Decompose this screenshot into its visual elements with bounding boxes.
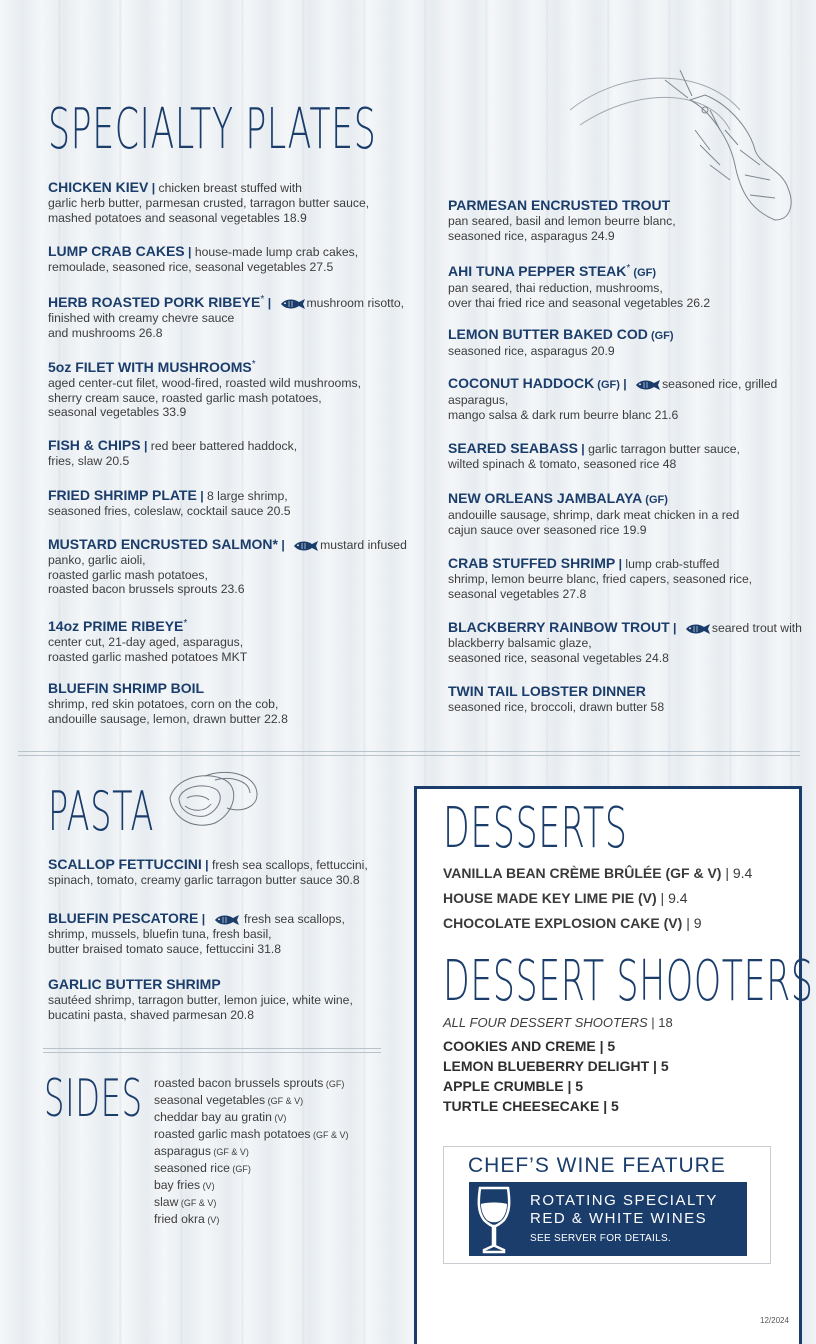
menu-item-sep: | xyxy=(577,442,589,456)
menu-item-description: pan seared, thai reduction, mushrooms, over thai fried rice and seasonal vegetables 26.2 xyxy=(448,280,711,310)
menu-item-sep: | xyxy=(619,377,631,391)
fish-icon xyxy=(292,540,320,552)
menu-item xyxy=(48,977,408,1022)
menu-item-description: garlic tarragon butter sauce, wilted spinach & tomato, seasoned rice 48 xyxy=(448,442,740,471)
menu-item-description: lump crab-stuffed shrimp, lemon beurre blanc, fried capers, seasoned rice, seasonal vegetables 27.8 xyxy=(448,557,753,601)
side-item xyxy=(154,1126,349,1143)
menu-item-star: * xyxy=(626,263,631,274)
menu-item-sep: | xyxy=(669,621,680,635)
menu-item xyxy=(48,293,418,340)
menu-item-name: LEMON BUTTER BAKED COD xyxy=(448,326,648,342)
menu-item-description: fresh sea scallops, fettuccini, spinach, tomato, creamy garlic tarragon butter sauce 30.8 xyxy=(48,858,368,887)
menu-item-name: COCONUT HADDOCK xyxy=(448,375,595,391)
menu-item-name: SCALLOP FETTUCCINI xyxy=(48,856,202,872)
menu-item-name: 14oz PRIME RIBEYE xyxy=(48,618,184,635)
side-item-name: asparagus xyxy=(154,1144,211,1158)
side-item-name: cheddar bay au gratin xyxy=(154,1110,272,1124)
dessert-item-name: CHOCOLATE EXPLOSION CAKE (V) xyxy=(443,915,683,931)
oyster-illustration xyxy=(165,768,261,838)
menu-item-name: CRAB STUFFED SHRIMP xyxy=(448,555,616,571)
side-item-tag: (GF) xyxy=(323,1079,345,1089)
menu-item-sep: | xyxy=(196,489,208,503)
side-item-tag: (V) xyxy=(204,1215,220,1225)
menu-item-description: seasoned rice, broccoli, drawn butter 58 xyxy=(448,699,665,714)
section-divider xyxy=(18,751,800,756)
side-item-tag: (GF & V) xyxy=(265,1096,304,1106)
dessert-shooters-title: DESSERT SHOOTERS xyxy=(443,949,814,1014)
menu-item-name: BLUEFIN SHRIMP BOIL xyxy=(48,680,205,696)
dessert-item-name: VANILLA BEAN CRÈME BRÛLÉE (GF & V) xyxy=(443,865,722,881)
menu-item-description: center cut, 21-day aged, asparagus, roasted garlic mashed potatoes MKT xyxy=(48,634,248,664)
menu-item-sep: | xyxy=(615,557,626,571)
side-item-name: slaw xyxy=(154,1195,179,1209)
menu-item xyxy=(48,681,418,726)
menu-item-name: BLACKBERRY RAINBOW TROUT xyxy=(448,619,670,635)
shooter-item: TURTLE CHEESECAKE | 5 xyxy=(443,1098,619,1114)
dessert-item-name: HOUSE MADE KEY LIME PIE (V) xyxy=(443,890,657,906)
menu-item-sep: | xyxy=(201,858,212,872)
side-item-tag: (GF & V) xyxy=(178,1198,217,1208)
menu-item-name: 5oz FILET WITH MUSHROOMS xyxy=(48,359,252,376)
menu-item-description: 8 large shrimp, seasoned fries, coleslaw, cocktail sauce 20.5 xyxy=(48,489,291,518)
wine-glass-icon xyxy=(474,1186,514,1254)
sides-title: SIDES xyxy=(44,1069,143,1129)
menu-item xyxy=(448,684,808,715)
menu-item-name: PARMESAN ENCRUSTED TROUT xyxy=(448,197,671,213)
wine-feature-line1: ROTATING SPECIALTY xyxy=(530,1192,718,1209)
menu-item-description: fresh sea scallops, shrimp, mussels, bluefin tuna, fresh basil, butter braised tomato sauce, fettuccini 31.8 xyxy=(48,912,345,956)
desserts-title: DESSERTS xyxy=(443,796,628,861)
menu-item-description: sautéed shrimp, tarragon butter, lemon juice, white wine, bucatini pasta, shaved parmesan 20.8 xyxy=(48,992,353,1022)
specialty-plates-title: SPECIALTY PLATES xyxy=(48,97,377,162)
menu-item-name: NEW ORLEANS JAMBALAYA xyxy=(448,490,643,506)
menu-item xyxy=(448,376,808,422)
pasta-title: PASTA xyxy=(48,780,155,843)
menu-item-description: red beer battered haddock, fries, slaw 20.5 xyxy=(48,439,298,468)
fish-icon xyxy=(634,379,662,391)
shooters-subtitle-text: ALL FOUR DESSERT SHOOTERS xyxy=(443,1015,648,1030)
menu-item xyxy=(48,857,408,888)
menu-item xyxy=(448,491,808,537)
fish-icon xyxy=(213,914,241,926)
side-item xyxy=(154,1211,349,1228)
menu-item-name: HERB ROASTED PORK RIBEYE xyxy=(48,294,261,311)
side-item xyxy=(154,1143,349,1160)
menu-item xyxy=(448,556,808,601)
menu-item-tag: (GF) xyxy=(594,379,620,391)
menu-item-name: GARLIC BUTTER SHRIMP xyxy=(48,976,221,992)
menu-item-tag: (GF) xyxy=(630,267,657,280)
menu-item-sep: | xyxy=(140,439,151,453)
menu-item xyxy=(48,488,418,519)
dessert-item xyxy=(443,890,688,906)
menu-item-sep: | xyxy=(198,912,209,926)
menu-item-sep: | xyxy=(148,181,159,195)
side-item xyxy=(154,1194,349,1211)
side-item xyxy=(154,1092,349,1109)
menu-item xyxy=(48,617,418,664)
menu-item xyxy=(48,358,418,420)
side-item xyxy=(154,1177,349,1194)
menu-item-description: seasoned rice, grilled asparagus, mango salsa & dark rum beurre blanc 21.6 xyxy=(448,377,778,422)
menu-item-name: FRIED SHRIMP PLATE xyxy=(48,487,197,503)
dessert-item xyxy=(443,915,702,931)
menu-item-name: BLUEFIN PESCATORE xyxy=(48,910,199,926)
date-code: 12/2024 xyxy=(760,1316,789,1325)
menu-item xyxy=(48,911,408,956)
menu-item-description: house-made lump crab cakes, remoulade, seasoned rice, seasonal vegetables 27.5 xyxy=(48,245,359,274)
menu-item xyxy=(48,438,418,469)
menu-item-name: TWIN TAIL LOBSTER DINNER xyxy=(448,683,646,699)
side-item-name: bay fries xyxy=(154,1178,201,1192)
menu-item-name: MUSTARD ENCRUSTED SALMON* xyxy=(48,536,278,552)
menu-item xyxy=(448,327,808,359)
menu-item-tag: (GF) xyxy=(642,494,668,506)
fish-icon xyxy=(279,298,307,310)
side-item xyxy=(154,1160,349,1177)
menu-item-description: andouille sausage, shrimp, dark meat chicken in a red cajun sauce over seasoned rice 19.9 xyxy=(448,507,740,537)
menu-item-name: AHI TUNA PEPPER STEAK xyxy=(448,263,627,280)
side-item-tag: (V) xyxy=(200,1181,215,1191)
shooter-item: APPLE CRUMBLE | 5 xyxy=(443,1078,584,1094)
wine-feature-line3: SEE SERVER FOR DETAILS. xyxy=(530,1233,672,1244)
sides-list xyxy=(154,1075,349,1228)
side-item-tag: (GF) xyxy=(229,1164,251,1174)
shooters-subtitle xyxy=(443,1015,673,1030)
menu-item xyxy=(48,244,418,275)
menu-item xyxy=(48,180,418,225)
menu-item-sep: | xyxy=(277,538,289,552)
menu-item-name: SEARED SEABASS xyxy=(448,440,578,456)
shooters-subtitle-price: | 18 xyxy=(647,1015,673,1030)
side-item xyxy=(154,1109,349,1126)
menu-item-description: mushroom risotto, finished with creamy chevre sauce and mushrooms 26.8 xyxy=(48,296,405,340)
menu-item-tag: (GF) xyxy=(647,330,674,342)
menu-item-star: * xyxy=(251,359,256,370)
menu-item xyxy=(448,198,808,243)
menu-item-name: FISH & CHIPS xyxy=(48,437,141,453)
menu-item-description: seared trout with blackberry balsamic glaze, seasoned rice, seasonal vegetables 24.8 xyxy=(448,621,802,665)
side-item-name: roasted bacon brussels sprouts xyxy=(154,1076,324,1090)
menu-item-description: mustard infused panko, garlic aioli, roasted garlic mash potatoes, roasted bacon brussels sprouts 23.6 xyxy=(48,538,407,597)
sides-divider xyxy=(43,1048,381,1053)
side-item-tag: (GF & V) xyxy=(310,1130,349,1140)
menu-item-description: aged center-cut filet, wood-fired, roasted wild mushrooms, sherry cream sauce, roasted garlic mash potatoes, seasonal vegetables 33.9 xyxy=(48,375,361,420)
menu-item-star: * xyxy=(183,618,188,629)
side-item xyxy=(154,1075,349,1092)
dessert-item xyxy=(443,865,752,881)
shooter-item: LEMON BLUEBERRY DELIGHT | 5 xyxy=(443,1058,669,1074)
dessert-item-price: | 9.4 xyxy=(721,865,753,881)
menu-item-sep: | xyxy=(184,245,195,259)
side-item-name: seasoned rice xyxy=(154,1161,230,1175)
dessert-item-price: | 9 xyxy=(682,915,702,931)
shooter-item: COOKIES AND CREME | 5 xyxy=(443,1038,616,1054)
menu-item-sep: | xyxy=(264,296,275,311)
wine-feature-line2: RED & WHITE WINES xyxy=(530,1210,708,1227)
dessert-item-price: | 9.4 xyxy=(656,890,688,906)
menu-item-name: CHICKEN KIEV xyxy=(48,179,149,195)
menu-item-description: pan seared, basil and lemon beurre blanc, seasoned rice, asparagus 24.9 xyxy=(448,213,676,243)
menu-item xyxy=(448,620,808,665)
wine-feature-title: CHEF’S WINE FEATURE xyxy=(468,1154,726,1177)
side-item-name: roasted garlic mash potatoes xyxy=(154,1127,311,1141)
menu-item-description: chicken breast stuffed with garlic herb butter, parmesan crusted, tarragon butter sauce, mashed potatoes and seasonal vegetables 18.9 xyxy=(48,181,370,225)
side-item-tag: (GF & V) xyxy=(210,1147,249,1157)
menu-item xyxy=(48,537,418,597)
menu-item-name: LUMP CRAB CAKES xyxy=(48,243,185,259)
fish-icon xyxy=(684,623,712,635)
menu-item-description: shrimp, red skin potatoes, corn on the cob, andouille sausage, lemon, drawn butter 22.8 xyxy=(48,696,288,726)
side-item-name: fried okra xyxy=(154,1212,205,1226)
menu-item-description: seasoned rice, asparagus 20.9 xyxy=(448,343,615,358)
menu-item-star: * xyxy=(260,294,265,305)
menu-item xyxy=(448,441,808,472)
side-item-tag: (V) xyxy=(271,1113,287,1123)
side-item-name: seasonal vegetables xyxy=(154,1093,266,1107)
menu-item xyxy=(448,262,808,310)
